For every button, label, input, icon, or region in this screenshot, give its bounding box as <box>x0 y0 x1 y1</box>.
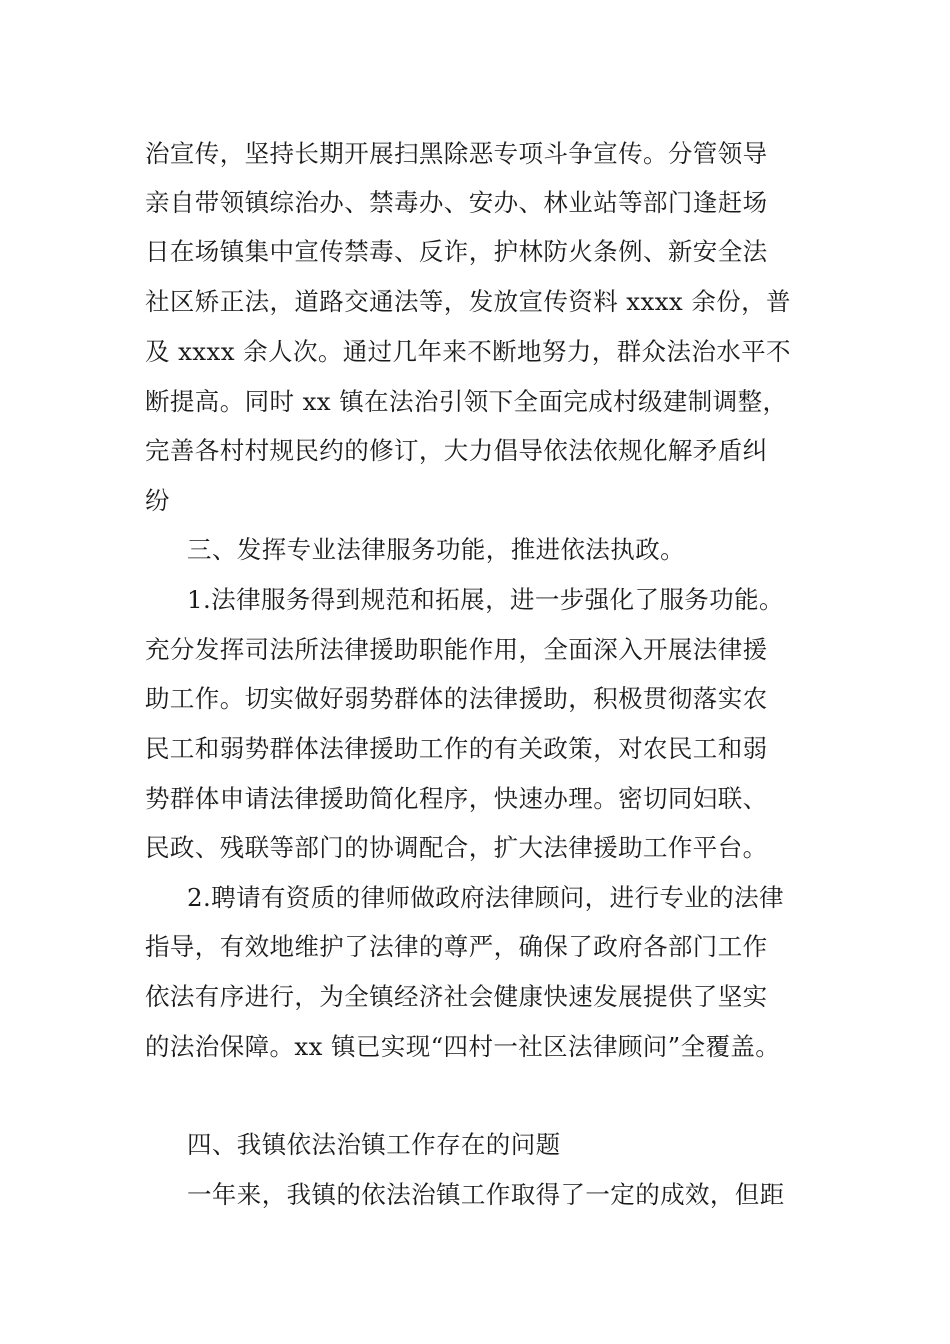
paragraph-line: 日在场镇集中宣传禁毒、反诈，护林防火条例、新安全法 <box>145 237 768 266</box>
paragraph-line: 断提高。同时 xx 镇在法治引领下全面完成村级建制调整， <box>145 387 788 416</box>
paragraph-line: 充分发挥司法所法律援助职能作用，全面深入开展法律援 <box>145 635 768 664</box>
paragraph-line: 1.法律服务得到规范和拓展，进一步强化了服务功能。 <box>187 585 784 614</box>
paragraph-line: 一年来，我镇的依法治镇工作取得了一定的成效，但距 <box>187 1180 785 1209</box>
section-heading-4: 四、我镇依法治镇工作存在的问题 <box>187 1130 561 1159</box>
paragraph-line: 依法有序进行，为全镇经济社会健康快速发展提供了坚实 <box>145 982 768 1011</box>
paragraph-line: 指导，有效地维护了法律的尊严，确保了政府各部门工作 <box>145 932 768 961</box>
paragraph-line: 及 xxxx 余人次。通过几年来不断地努力，群众法治水平不 <box>145 337 791 366</box>
paragraph-line: 治宣传，坚持长期开展扫黑除恶专项斗争宣传。分管领导 <box>145 139 768 168</box>
paragraph-line: 完善各村村规民约的修订，大力倡导依法依规化解矛盾纠 <box>145 436 768 465</box>
paragraph-line: 亲自带领镇综治办、禁毒办、安办、林业站等部门逢赶场 <box>145 188 768 217</box>
paragraph-line: 纷 <box>145 486 170 515</box>
paragraph-line: 的法治保障。xx 镇已实现“四村一社区法律顾问”全覆盖。 <box>145 1032 781 1061</box>
paragraph-line: 2.聘请有资质的律师做政府法律顾问，进行专业的法律 <box>187 883 784 912</box>
paragraph-line: 民政、残联等部门的协调配合，扩大法律援助工作平台。 <box>145 833 768 862</box>
paragraph-line: 民工和弱势群体法律援助工作的有关政策，对农民工和弱 <box>145 734 768 763</box>
paragraph-line: 助工作。切实做好弱势群体的法律援助，积极贯彻落实农 <box>145 684 768 713</box>
paragraph-line: 势群体申请法律援助简化程序，快速办理。密切同妇联、 <box>145 784 768 813</box>
paragraph-line: 社区矫正法，道路交通法等，发放宣传资料 xxxx 余份，普 <box>145 287 791 316</box>
section-heading-3: 三、发挥专业法律服务功能，推进依法执政。 <box>187 535 685 564</box>
